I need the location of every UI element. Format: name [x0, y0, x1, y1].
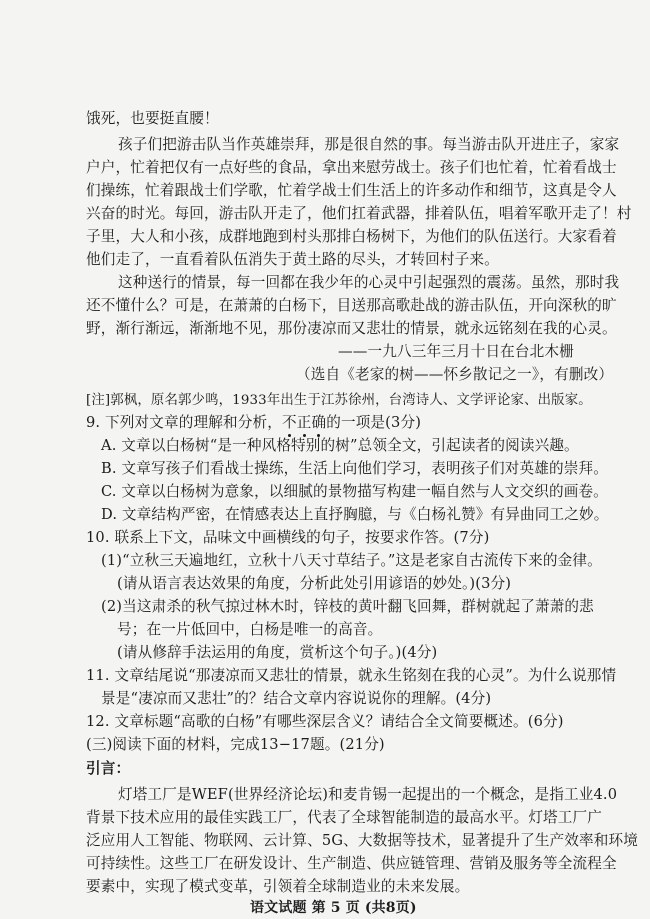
essay-line: 他们走了，一直看着队伍消失于黄土路的尽头，才转回村子来。 — [86, 251, 499, 268]
emphasis-char: 正 — [296, 414, 312, 431]
essay-line: 这种送行的情景，每一回都在我少年的心灵中引起强烈的震荡。虽然，那时我 — [118, 274, 620, 291]
question-11-line1: 11. 文章结尾说“那凄凉而又悲壮的情景，就永生铭刻在我的心灵”。为什么说那情 — [86, 667, 617, 684]
author-note: [注]郭枫，原名郭少鸣，1933年出生于江苏徐州，台湾诗人、文学评论家、出版家。 — [86, 393, 592, 408]
section-3-heading: (三)阅读下面的材料，完成13−17题。(21分) — [86, 736, 385, 753]
essay-line: 野，渐行渐远，渐渐地不见，那份凄凉而又悲壮的情景，就永远铭刻在我的心灵。 — [86, 320, 617, 337]
q10-sub1-instruction: (请从语言表达效果的角度，分析此处引用谚语的妙处。)(3分) — [117, 575, 512, 592]
question-11-line2: 景是“凄凉而又悲壮”的？结合文章内容说说你的理解。(4分) — [101, 690, 492, 707]
essay-line: 子里，大人和小孩，成群地跑到村头那排白杨树下，为他们的队伍送行。大家看着 — [86, 228, 617, 245]
q10-sub2-instruction: (请从修辞手法运用的角度，赏析这个句子。)(4分) — [117, 644, 438, 661]
essay-line: 还不懂什么？可是，在萧萧的白杨下，目送那高歌赴战的游击队伍，开向深秋的旷 — [86, 297, 617, 314]
intro-line: 背景下技术应用的最佳实践工厂，代表了全球智能制造的最高水平。灯塔工厂广 — [86, 809, 603, 826]
essay-date: ——一九八三年三月十日在台北木栅 — [338, 343, 574, 360]
essay-line: 户户，忙着把仅有一点好些的食品，拿出来慰劳战士。孩子们也忙着，忙着看战士 — [86, 159, 617, 176]
q10-sub2-quote: (2)当这肃杀的秋气掠过林木时，锌枝的黄叶翻飞回舞，群树就起了萧萧的悲 — [101, 598, 594, 615]
intro-line: 可持续性。这些工厂在研发设计、生产制造、供应链管理、营销及服务等全流程全 — [86, 855, 617, 872]
question-10-stem: 10. 联系上下文，品味文中画横线的句子，按要求作答。(7分) — [86, 529, 490, 546]
intro-heading: 引言： — [86, 760, 131, 777]
q9-option-b: B. 文章写孩子们看战士操练，生活上向他们学习，表明孩子们对英雄的崇拜。 — [101, 460, 608, 477]
q9-option-c: C. 文章以白杨树为意象，以细腻的景物描写构建一幅自然与人文交织的画卷。 — [101, 483, 608, 500]
question-9-stem: 9. 下列对文章的理解和分析，不正确的一项是(3分) — [86, 414, 422, 431]
emphasis-not-correct — [282, 414, 326, 431]
essay-line: 孩子们把游击队当作英雄崇拜，那是很自然的事。每当游击队开进庄子，家家 — [118, 136, 620, 153]
essay-line: 们操练，忙着跟战士们学歌，忙着学战士们生活上的许多动作和细节，这真是令人 — [86, 182, 617, 199]
essay-line: 饿死，也要挺直腰！ — [86, 110, 219, 127]
essay-source: （选自《老家的树——怀乡散记之一》，有删改） — [296, 366, 614, 383]
emphasis-char: 确 — [311, 414, 327, 431]
essay-line: 兴奋的时光。每回，游击队开走了，他们扛着武器，排着队伍，唱着军歌开走了！村 — [86, 205, 632, 222]
q9-option-a: A. 文章以白杨树“是一种风格特别的树”总领全文，引起读者的阅读兴趣。 — [101, 437, 579, 454]
intro-line: 灯塔工厂是WEF(世界经济论坛)和麦肯锡一起提出的一个概念，是指工业4.0 — [118, 786, 618, 803]
q9-option-d: D. 文章结构严密，在情感表达上直抒胸臆，与《白杨礼赞》有异曲同工之妙。 — [101, 506, 609, 523]
emphasis-char: 不 — [281, 414, 297, 431]
q10-sub2-quote-cont: 号；在一片低回中，白杨是唯一的高音。 — [117, 621, 383, 638]
question-12: 12. 文章标题“高歌的白杨”有哪些深层含义？请结合全文简要概述。(6分) — [86, 713, 564, 730]
q10-sub1-quote: (1)“立秋三天遍地红，立秋十八天寸草结子。”这是老家自古流传下来的金律。 — [101, 552, 602, 569]
page-footer: 语文试题 第 5 页 (共8页) — [250, 900, 417, 916]
intro-line: 泛应用人工智能、物联网、云计算、5G、大数据等技术，显著提升了生产效率和环境 — [86, 832, 639, 849]
intro-line: 要素中，实现了模式变革，引领着全球制造业的未来发展。 — [86, 878, 470, 895]
